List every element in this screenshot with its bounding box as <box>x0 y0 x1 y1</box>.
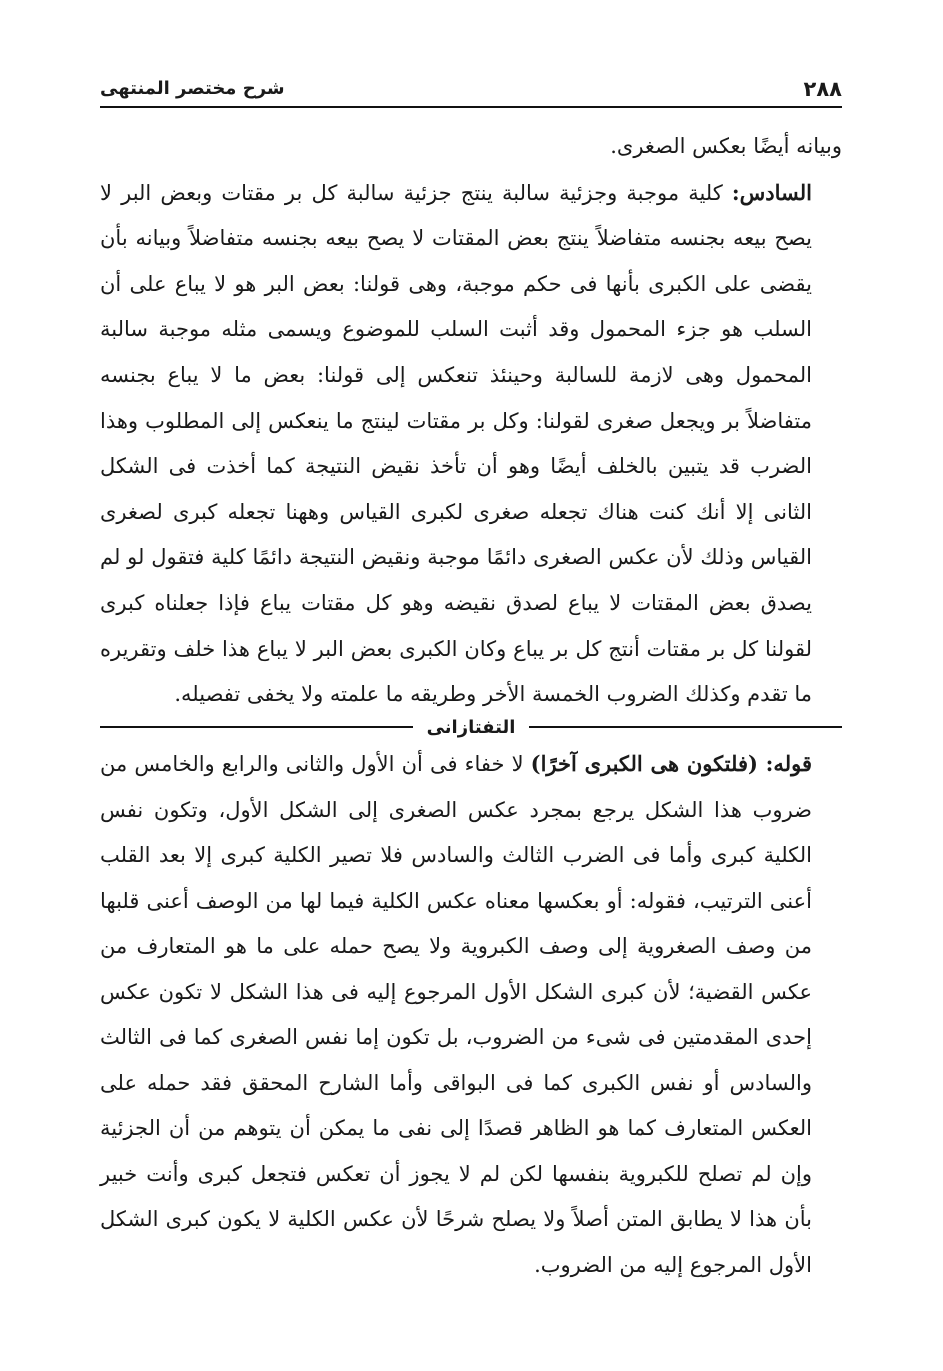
section-title: التفتازانى <box>426 716 516 738</box>
commentary-text <box>100 741 842 1288</box>
commentary-quote-label: قوله: (فلتكون هى الكبرى آخرًا) <box>530 751 812 776</box>
main-paragraph-1-text: وبيانه أيضًا بعكس الصغرى. <box>610 134 842 158</box>
main-paragraph-1 <box>100 124 842 170</box>
divider-rule-right <box>529 726 842 728</box>
section-divider <box>100 712 842 742</box>
main-text <box>100 124 842 718</box>
page-number: ٢٨٨ <box>803 77 842 101</box>
main-paragraph-2 <box>100 170 842 718</box>
running-header <box>100 72 842 108</box>
commentary-paragraph <box>100 741 842 1288</box>
book-title: شرح مختصر المنتهى <box>100 78 285 99</box>
sixth-mood-label: السادس: <box>731 179 812 205</box>
divider-rule-left <box>100 726 413 728</box>
main-paragraph-2-text: كلية موجبة وجزئية سالبة ينتج جزئية سالبة كل بر مقتات وبعض البر لا يصح بيعه بجنسه متفاضلاً ينتج بعض المقتات لا يصح بيعه بجنسه متفاضلاً وبيانه بأن يقضى على الكبرى بأنها فى حكم موجبة، وهى قولنا: بعض البر هو لا يباع على أن السلب هو جزء المحمول وقد أثبت السلب للموضوع ويسمى مثله موجبة سالبة المحمول وهى لازمة للسالبة وحينئذ تنعكس إلى قولنا: بعض ما لا يباع بجنسه متفاضلاً بر ويجعل صغرى لقولنا: وكل بر مقتات لينتج ما ينعكس إلى المطلوب وهذا الضرب قد يتبين بالخلف أيضًا وهو أن تأخذ نقيض النتيجة كما أخذت فى الشكل الثانى إلا أنك كنت هناك تجعله صغرى لكبرى القياس وههنا تجعله كبرى لصغرى القياس وذلك لأن عكس الصغرى دائمًا موجبة ونقيض النتيجة دائمًا كلية فتقول لو لم يصدق بعض المقتات لا يباع لصدق نقيضه وهو كل مقتات يباع فإذا جعلناه كبرى لقولنا كل بر مقتات أنتج كل بر يباع وكان الكبرى بعض البر لا يباع هذا خلف وتقريره ما تقدم وكذلك الضروب الخمسة الأخر وطريقه ما علمته ولا يخفى تفصيله. <box>100 180 812 707</box>
commentary-paragraph-text: لا خفاء فى أن الأول والثانى والرابع والخامس من ضروب هذا الشكل يرجع بمجرد عكس الصغرى إلى الشكل الأول، وتكون نفس الكلية كبرى وأما فى الضرب الثالث والسادس فلا تصير الكلية كبرى إلا بعد القلب أعنى الترتيب، فقوله: أو بعكسها معناه عكس الكلية فيما لها من الوصف أعنى قلبها من وصف الصغروية إلى وصف الكبروية ولا يصح حمله على ما هو المتعارف من عكس القضية؛ لأن كبرى الشكل الأول المرجوع إليه فى هذا الشكل لا تكون عكس إحدى المقدمتين فى شىء من الضروب، بل تكون إما نفس الصغرى كما فى الثالث والسادس أو نفس الكبرى كما فى البواقى وأما الشارح المحقق فقد حمله على العكس المتعارف كما هو الظاهر قصدًا إلى نفى ما يمكن أن يتوهم من أن الجزئية وإن لم تصلح للكبروية بنفسها لكن لم لا يجوز أن تعكس فتجعل كبرى وأنت خبير بأن هذا لا يطابق المتن أصلاً ولا يصلح شرحًا لأن عكس الكلية لا يكون كبرى الشكل الأول المرجوع إليه من الضروب. <box>100 752 812 1277</box>
